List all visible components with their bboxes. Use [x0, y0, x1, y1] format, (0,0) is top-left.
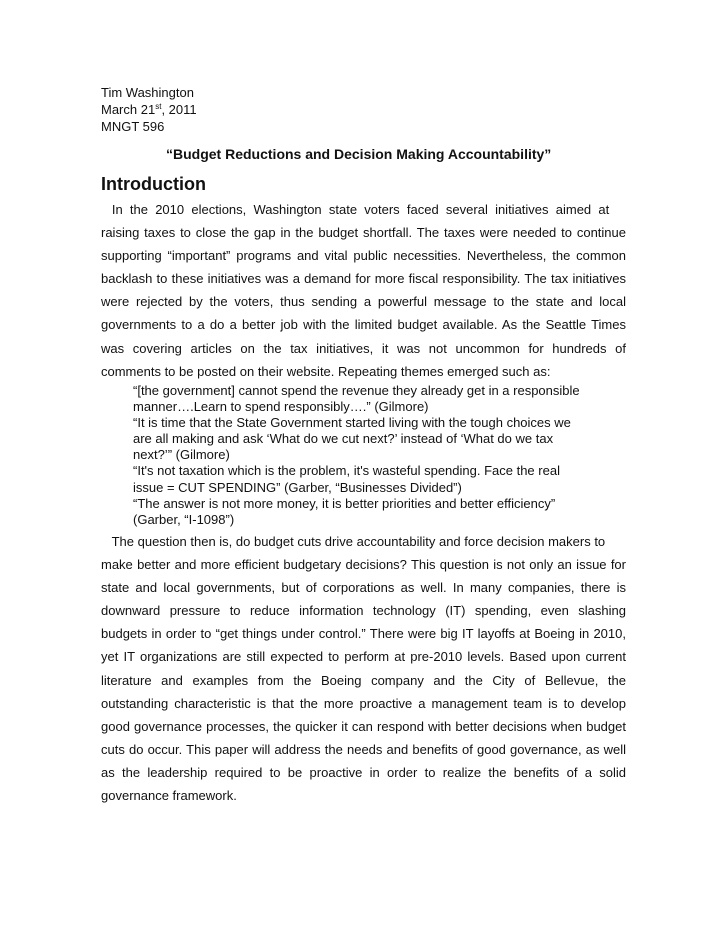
- paper-title: “Budget Reductions and Decision Making Accountability”: [166, 146, 552, 162]
- paragraph-line: comments to be posted on their website. Repeating themes emerged such as:: [101, 363, 551, 379]
- course-code: MNGT 596: [101, 119, 165, 134]
- date-ordinal: st: [155, 102, 162, 111]
- paragraph-line: The question then is, do budget cuts drive accountability and force decision makers to: [101, 534, 606, 549]
- quote-line: “It is time that the State Government started living with the tough choices we: [133, 415, 571, 431]
- quote-line: “It's not taxation which is the problem, it's wasteful spending. Face the real: [133, 463, 560, 479]
- paragraph-line: state and local governments, but of corporations as well. In many companies, there is: [101, 580, 626, 596]
- document-header: [101, 84, 197, 135]
- paragraph-line: good governance processes, the quicker it can respond with better decisions when budget: [101, 718, 626, 734]
- paragraph-line: make better and more efficient budgetary decisions? This question is not only an issue for: [101, 557, 626, 573]
- paragraph-line: governments to a do a better job with the limited budget available. As the Seattle Times: [101, 317, 626, 333]
- date-prefix: March 21: [101, 102, 156, 117]
- paragraph-line: supporting “important” programs and vital public necessities. Nevertheless, the common: [101, 248, 626, 264]
- author-name: Tim Washington: [101, 85, 194, 100]
- quote-line: are all making and ask ‘What do we cut next?’ instead of ‘What do we tax: [133, 431, 554, 447]
- quote-block: [133, 383, 580, 528]
- quote-line: “[the government] cannot spend the revenue they already get in a responsible: [133, 383, 580, 398]
- paragraph-line: yet IT organizations are still expected to perform at pre-2010 levels. Based upon current: [101, 649, 626, 665]
- paragraph-line: outstanding characteristic is that the more proactive a management team is to develop: [101, 695, 626, 711]
- quote-line: issue = CUT SPENDING” (Garber, “Businesses Divided”): [133, 479, 462, 495]
- paragraph-line: as the leadership required to be proactive in order to realize the benefits of a solid: [101, 764, 626, 780]
- question-paragraph: [101, 530, 626, 807]
- paragraph-line: was covering articles on the tax initiatives, it was not uncommon for hundreds of: [101, 340, 626, 356]
- quote-line: manner….Learn to spend responsibly….” (Gilmore): [133, 399, 429, 415]
- document-date: [101, 101, 197, 118]
- paragraph-line: literature and examples from the Boeing company and the City of Bellevue, the: [101, 672, 626, 688]
- section-heading: Introduction: [101, 174, 206, 194]
- quote-line: next?’” (Gilmore): [133, 447, 230, 463]
- paragraph-line: governance framework.: [101, 788, 237, 804]
- date-year: , 2011: [161, 102, 197, 117]
- paragraph-line: backlash to these initiatives was a demand for more fiscal responsibility. The tax initiatives: [101, 271, 626, 287]
- paragraph-line: raising taxes to close the gap in the budget shortfall. The taxes were needed to continue: [101, 225, 626, 241]
- intro-paragraph: [101, 198, 626, 383]
- paragraph-line: downward pressure to reduce information technology (IT) spending, even slashing: [101, 603, 626, 619]
- paragraph-line: cuts do occur. This paper will address the needs and benefits of good governance, as well: [101, 741, 626, 757]
- quote-line: (Garber, “I-1098”): [133, 511, 235, 527]
- quote-line: “The answer is not more money, it is better priorities and better efficiency”: [133, 495, 556, 511]
- paragraph-line: budgets in order to “get things under control.” There were big IT layoffs at Boeing in 2010,: [101, 626, 626, 642]
- paragraph-line: were rejected by the voters, thus sending a powerful message to the state and local: [101, 294, 626, 310]
- paragraph-line: In the 2010 elections, Washington state voters faced several initiatives aimed at: [101, 202, 610, 217]
